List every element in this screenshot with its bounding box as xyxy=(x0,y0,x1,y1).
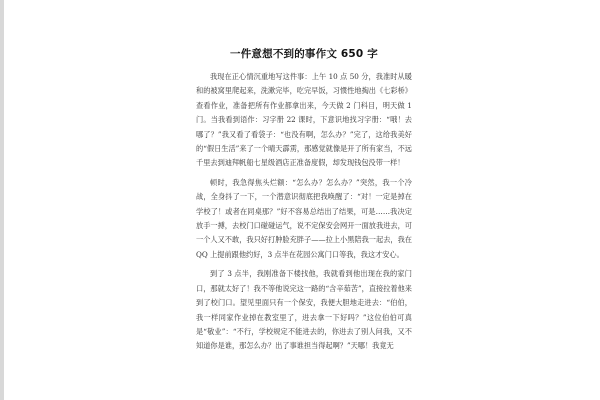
paragraph-1: 我现在正心情沉重地写这件事：上午 10 点 50 分，我准时从暖和的被窝里爬起来，洗漱完毕，吃完早饭，习惯性地掏出《七彩桥》查看作业，准备把所有作业都拿出来，今天做 2 门科目，明天做 1 门。当我看到语作：习字册 22 课时，下意识地找习字册：“哦！去哪了？”我又看了看袋子：“也没有啊，怎么办？”完了，这给我美好的“假日生活”来了一个晴天霹雳，那感觉就像是开了所有家当，不远千里去到迪拜帆船七星级酒店正准备度假，却发现钱包没带一样！ xyxy=(196,72,412,168)
page-left-edge xyxy=(0,0,4,400)
document-title: 一件意想不到的事作文 650 字 xyxy=(230,48,378,60)
paragraph-3: 到了 3 点半，我刚准备下楼找他，我就看到他出现在我的家门口，那就太好了！我不等他说完这一路的“含辛茹苦”，直接拉着他来到了校门口。望见里面只有一个保安，我便大胆地走进去：“伯伯，我一样同家作业掉在教室里了，进去拿一下好吗？”这位伯伯可真是“敬业”：“不行，学校规定不能进去的，你进去了别人问我，又不知道你是谁，那怎么办？出了事谁担当得起啊？”天哪！我竟无 xyxy=(196,269,412,351)
paragraph-2: 顿时，我急得焦头烂额：“怎么办？怎么办？”突然，我一个冷战，全身抖了一下，一个潜意识彻底把我唤醒了：“对！一定是掉在学校了！或者在同桌那？”好不容易总结出了结果，可是……我决定放手一搏，去校门口碰碰运气，说不定保安会网开一面放我进去，可一个人又不敢，我只好打肿脸充胖子——拉上小黑陪我一起去，我在 QQ 上提前跟他约好，3 点半在花园公寓门口等我，我这才安心。 xyxy=(196,177,412,259)
document-body xyxy=(196,46,412,359)
